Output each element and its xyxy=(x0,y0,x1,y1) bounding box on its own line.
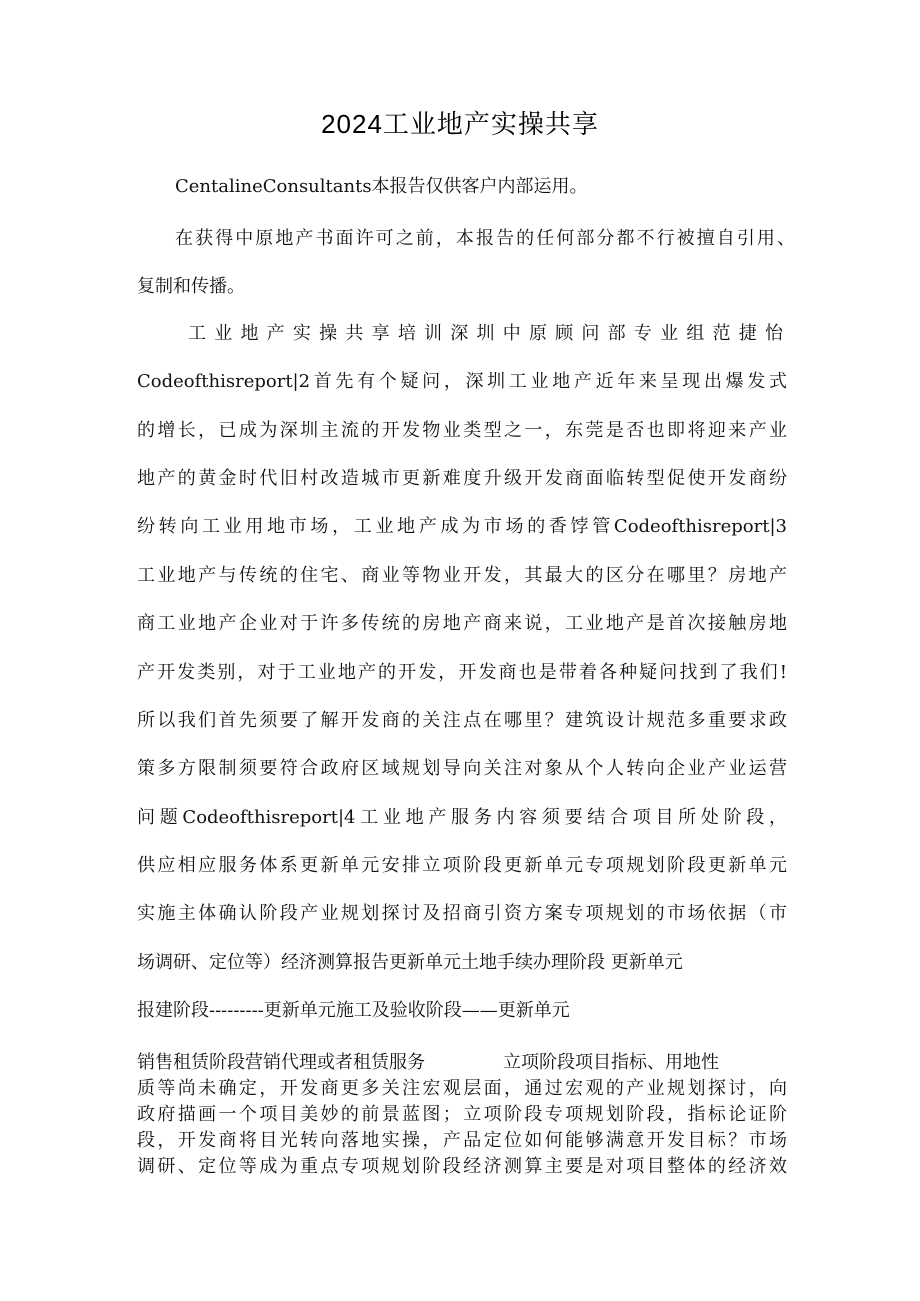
body-paragraph-tight xyxy=(137,1050,787,1180)
tail-line: 段，开发商将目光转向落地实操，产品定位如何能够满意开发目标？市场 xyxy=(137,1130,787,1151)
body-line: 策多方限制须要符合政府区域规划导向关注对象从个人转向企业产业运营 xyxy=(137,758,787,779)
body-line: 商工业地产企业对于许多传统的房地产商来说，工业地产是首次接触房地 xyxy=(137,613,787,634)
paragraph-permission-notice-cont: 复制和传播。 xyxy=(137,276,245,297)
body-line: 所以我们首先须要了解开发商的关注点在哪里？建筑设计规范多重要求政 xyxy=(137,710,787,731)
body-line: 工业地产与传统的住宅、商业等物业开发，其最大的区分在哪里？房地产 xyxy=(137,565,787,586)
tail-line-right: 立项阶段项目指标、用地性 xyxy=(503,1052,719,1073)
body-line: 报建阶段---------更新单元施工及验收阶段——更新单元 xyxy=(137,1000,570,1021)
tail-line: 政府描画一个项目美妙的前景蓝图；立项阶段专项规划阶段，指标论证阶 xyxy=(137,1104,787,1125)
body-line: 问题Codeofthisreport|4工业地产服务内容须要结合项目所处阶段， xyxy=(137,807,787,828)
body-line: 产开发类别，对于工业地产的开发，开发商也是带着各种疑问找到了我们! xyxy=(137,662,787,683)
body-line: 的增长，已成为深圳主流的开发物业类型之一，东莞是否也即将迎来产业 xyxy=(137,420,787,441)
body-line: 供应相应服务体系更新单元安排立项阶段更新单元专项规划阶段更新单元 xyxy=(137,855,787,876)
tail-line xyxy=(137,1050,787,1076)
tail-line: 调研、定位等成为重点专项规划阶段经济测算主要是对项目整体的经济效 xyxy=(137,1156,787,1177)
body-line: 场调研、定位等）经济测算报告更新单元土地手续办理阶段 更新单元 xyxy=(137,952,683,973)
paragraph-copyright-notice: CentalineConsultants本报告仅供客户内部运用。 xyxy=(175,176,588,197)
body-line: 实施主体确认阶段产业规划探讨及招商引资方案专项规划的市场依据（市 xyxy=(137,903,787,924)
body-line: 地产的黄金时代旧村改造城市更新难度升级开发商面临转型促使开发商纷 xyxy=(137,468,787,489)
tail-line-left: 销售租赁阶段营销代理或者租赁服务 xyxy=(137,1052,425,1073)
body-line: 工业地产实操共享培训深圳中原顾问部专业组范捷怡 xyxy=(188,323,783,344)
document-title: 2024工业地产实操共享 xyxy=(321,109,599,139)
body-line: Codeofthisreport|2首先有个疑问，深圳工业地产近年来呈现出爆发式 xyxy=(137,371,787,392)
paragraph-permission-notice: 在获得中原地产书面许可之前，本报告的任何部分都不行被擅自引用、 xyxy=(175,228,795,249)
tail-line: 质等尚未确定，开发商更多关注宏观层面，通过宏观的产业规划探讨，向 xyxy=(137,1078,787,1099)
body-line: 纷转向工业用地市场，工业地产成为市场的香饽管Codeofthisreport|3 xyxy=(137,516,787,537)
